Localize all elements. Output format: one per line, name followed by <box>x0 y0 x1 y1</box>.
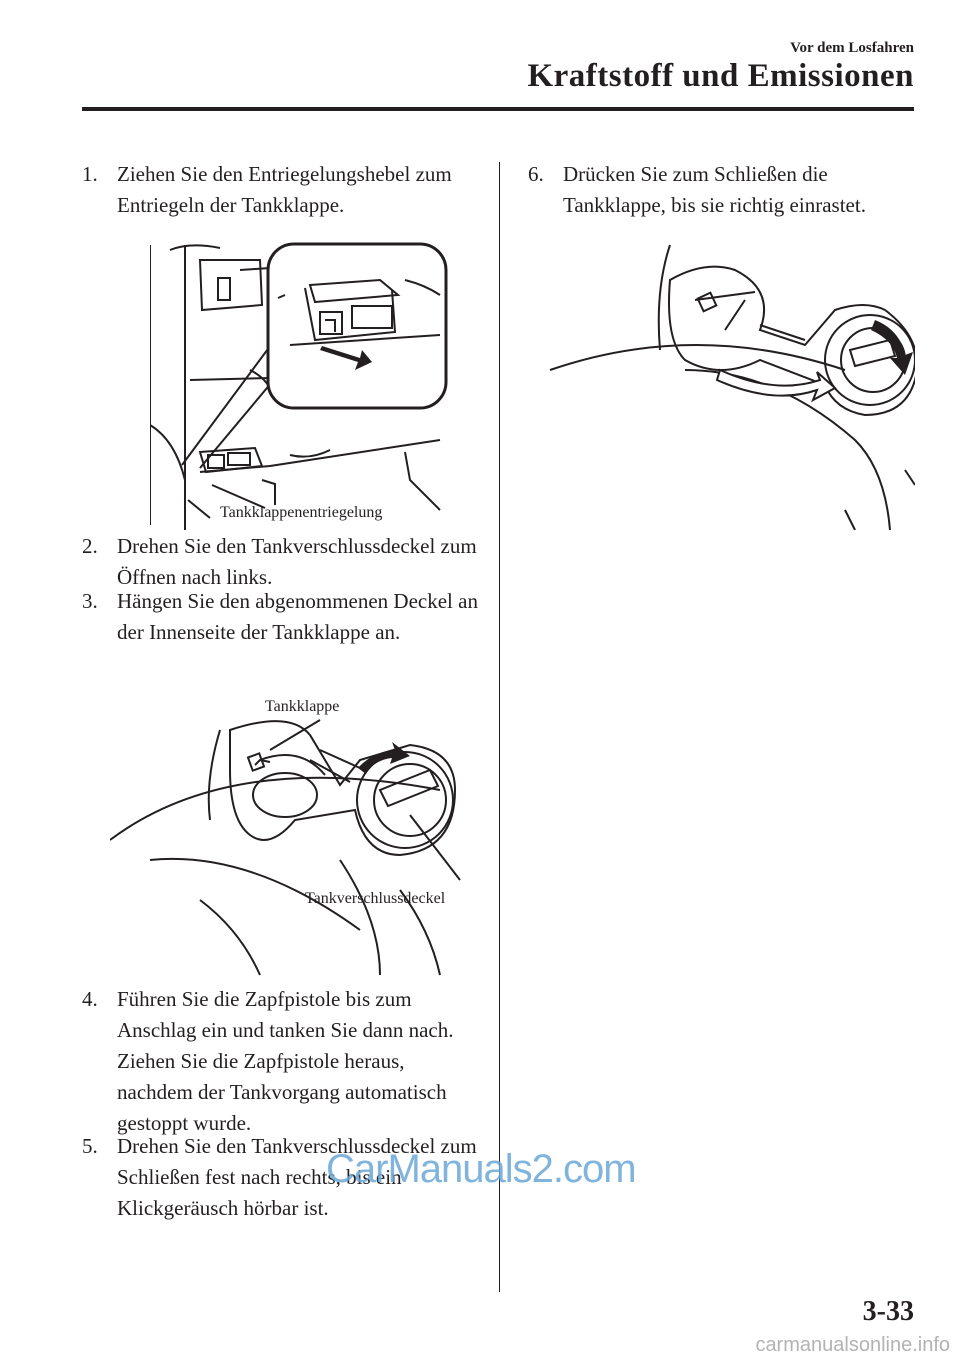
step-2 <box>82 531 482 593</box>
closing-door-figure <box>545 240 915 530</box>
step-text: Führen Sie die Zapfpistole bis zum Anschlag ein und tanken Sie dann nach. Ziehen Sie die Zapfpistole heraus, nachdem der Tankvorgang automatisch gestoppt wurde. <box>117 987 454 1135</box>
fuel-cap-figure <box>110 690 480 980</box>
step-4 <box>82 984 482 1139</box>
step-number: 3. <box>82 589 98 613</box>
fuel-release-figure <box>150 240 470 530</box>
fuel-cap-label: Tankverschlussdeckel <box>305 890 446 907</box>
step-text: Drehen Sie den Tankverschlussdeckel zum Öffnen nach links. <box>117 534 477 589</box>
step-number: 4. <box>82 987 98 1011</box>
closing-door-illustration <box>545 240 915 530</box>
step-number: 2. <box>82 534 98 558</box>
step-text: Drücken Sie zum Schließen die Tankklappe, bis sie richtig einrastet. <box>563 162 866 217</box>
watermark-logo: CarManuals2.com <box>326 1147 636 1191</box>
fuel-door-label: Tankklappe <box>265 698 340 715</box>
step-text: Hängen Sie den abgenommenen Deckel an der Innenseite der Tankklappe an. <box>117 589 478 644</box>
step-text: Drehen Sie den Tankverschlussdeckel zum Schließen fest nach rechts, bis ein Klickgeräusch hörbar ist. <box>117 1134 477 1220</box>
step-3 <box>82 586 482 648</box>
step-6 <box>528 159 928 221</box>
step-number: 6. <box>528 162 544 186</box>
fuel-release-label: Tankklappenentriegelung <box>220 504 383 521</box>
site-watermark: carmanualsonline.info <box>755 1334 950 1356</box>
section-title: Vor dem Losfahren <box>790 40 914 56</box>
page-title: Kraftstoff und Emissionen <box>527 58 914 94</box>
column-divider <box>499 162 500 1292</box>
step-1 <box>82 159 482 221</box>
page-number: 3-33 <box>862 1296 914 1327</box>
step-text: Ziehen Sie den Entriegelungshebel zum Entriegeln der Tankklappe. <box>117 162 452 217</box>
fuel-release-illustration <box>150 240 470 530</box>
fuel-cap-illustration <box>110 690 480 980</box>
header-rule <box>82 107 914 111</box>
step-number: 1. <box>82 162 98 186</box>
step-number: 5. <box>82 1134 98 1158</box>
